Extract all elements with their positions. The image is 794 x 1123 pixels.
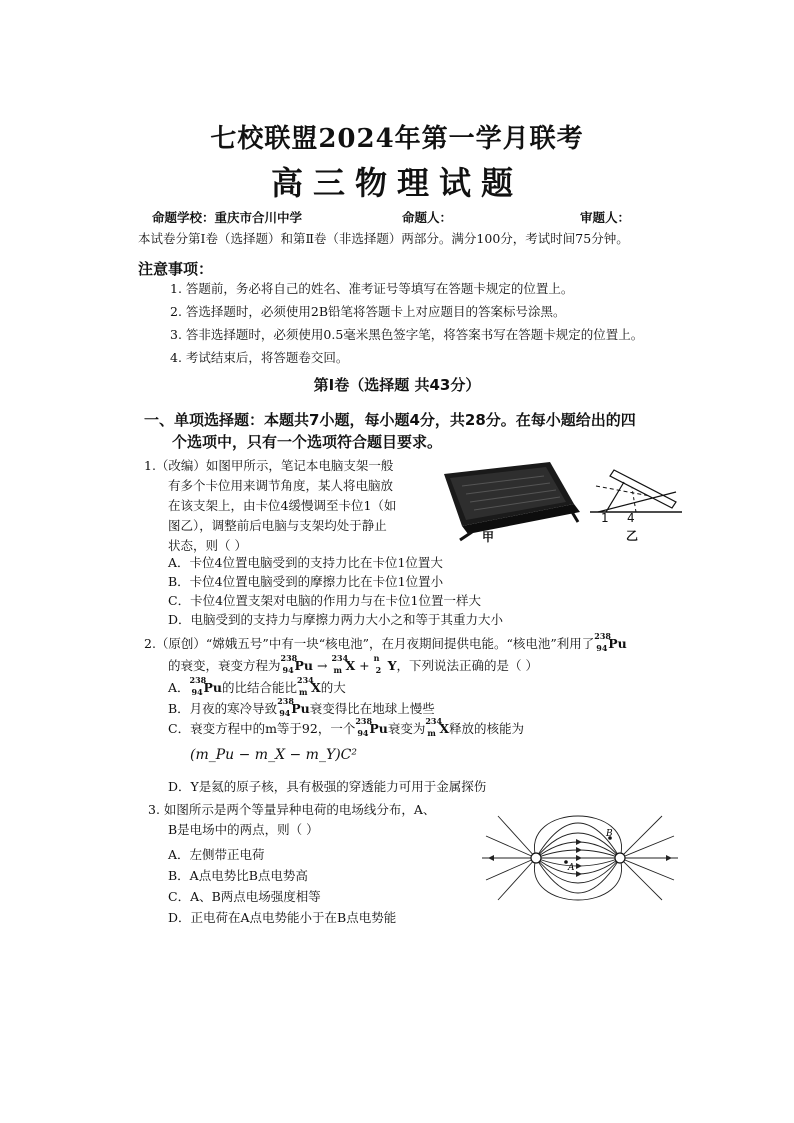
isotope-pu — [594, 631, 627, 653]
point-b-label: B — [606, 829, 613, 839]
q1-stem-line: 有多个卡位用来调节角度，某人将电脑放 — [168, 478, 394, 493]
q3-option-d: D．正电荷在A点电势能小于在B点电势能 — [168, 910, 397, 925]
isotope-pu — [277, 696, 310, 718]
isotope-pu — [189, 675, 223, 697]
reaction-arrow: → — [313, 658, 332, 673]
element-symbol: Pu — [203, 680, 223, 695]
q2-stem-line — [168, 653, 538, 675]
element-symbol: Pu — [291, 701, 310, 716]
q1-stem-line: 在该支架上，由卡位4缓慢调至卡位1（如 — [168, 498, 397, 513]
mass-number: 238 — [594, 631, 611, 641]
option-text: 释放的核能为 — [449, 721, 525, 736]
element-symbol: X — [439, 721, 450, 736]
option-text: B．月夜的寒冷导致 — [168, 701, 278, 716]
laptop-stand-figure — [432, 452, 582, 542]
note-item: 4. 考试结束后，将答题卷交回。 — [170, 350, 349, 365]
q1-option-b: B．卡位4位置电脑受到的摩擦力比在卡位1位置小 — [168, 574, 444, 589]
q3-stem-line: 3. 如图所示是两个等量异种电荷的电场线分布，A、 — [148, 802, 436, 817]
q2-option-c — [168, 716, 525, 738]
mass-number: 234 — [425, 716, 443, 726]
figure-label-jia: 甲 — [482, 530, 495, 544]
atomic-number: m — [299, 687, 308, 697]
mass-number: 238 — [280, 653, 298, 663]
atomic-number: 94 — [357, 728, 369, 738]
q3-option-b: B．A点电势比B点电势高 — [168, 868, 308, 883]
atomic-number: 94 — [191, 687, 203, 697]
mass-number: 234 — [331, 653, 349, 663]
exam-intro: 本试卷分第Ⅰ卷（选择题）和第Ⅱ卷（非选择题）两部分。满分100分，考试时间75分钟。 — [138, 231, 629, 246]
part-heading-cont: 个选项中，只有一个选项符合题目要求。 — [172, 433, 443, 451]
element-symbol: Pu — [608, 636, 627, 651]
q1-option-d: D．电脑受到的支持力与摩擦力两力大小之和等于其重力大小 — [168, 612, 504, 627]
q2-option-d: D．Y是氦的原子核，具有极强的穿透能力可用于金属探伤 — [168, 779, 487, 794]
atomic-number: 94 — [596, 643, 608, 653]
option-text: 衰变得比在地球上慢些 — [309, 701, 435, 716]
figure-label-yi: 乙 — [626, 529, 639, 543]
isotope-x — [331, 653, 356, 675]
atomic-number: m — [427, 728, 436, 738]
q1-stem-line: 1.（改编）如图甲所示，笔记本电脑支架一般 — [144, 458, 394, 473]
option-text: 衰变为 — [387, 721, 426, 736]
mass-number: 238 — [189, 675, 207, 685]
mass-number: 238 — [277, 696, 294, 706]
isotope-pu — [355, 716, 388, 738]
school-label: 命题学校：重庆市合川中学 — [152, 210, 303, 225]
q1-option-c: C．卡位4位置支架对电脑的作用力与在卡位1位置一样大 — [168, 593, 481, 608]
notes-heading: 注意事项： — [138, 260, 214, 278]
isotope-x — [425, 716, 450, 738]
isotope-x — [297, 675, 321, 697]
element-symbol: Pu — [369, 721, 388, 736]
q2-stem-text: 的衰变，衰变方程为 — [168, 658, 281, 673]
q1-option-a: A．卡位4位置电脑受到的支持力比在卡位1位置大 — [168, 555, 443, 570]
q2-stem-text: 2.（原创）“嫦娥五号”中有一块“核电池”，在月夜期间提供电能。“核电池”利用了 — [144, 636, 595, 651]
option-text: C．衰变方程中的m等于92，一个 — [168, 721, 356, 736]
q1-stem-line: 状态，则（ ） — [168, 538, 247, 553]
option-text: 的大 — [320, 680, 346, 695]
position-label-4: 4 — [627, 511, 635, 525]
note-item: 2. 答选择题时，必须使用2B铅笔将答题卡上对应题目的答案标号涂黑。 — [170, 304, 566, 319]
q2-stem-line — [144, 631, 627, 653]
q2-stem-text: ，下列说法正确的是（ ） — [396, 658, 538, 673]
q3-option-c: C．A、B两点电场强度相等 — [168, 889, 321, 904]
q2-option-b — [168, 696, 435, 718]
element-symbol: X — [345, 658, 356, 673]
atomic-number: 94 — [279, 708, 291, 718]
option-text: 的比结合能比 — [222, 680, 298, 695]
note-item: 3. 答非选择题时，必须使用0.5毫米黑色签字笔，将答案书写在答题卡规定的位置上。 — [170, 327, 644, 342]
q3-option-a: A．左侧带正电荷 — [168, 847, 265, 862]
author-label: 命题人： — [402, 210, 453, 225]
atomic-number: 2 — [375, 665, 382, 675]
isotope-y — [373, 653, 397, 675]
element-symbol: Pu — [294, 658, 314, 673]
exam-subtitle: 高三物理试题 — [270, 164, 523, 202]
reviewer-label: 审题人： — [580, 210, 631, 225]
mass-number: 238 — [355, 716, 373, 726]
option-label: A． — [168, 680, 190, 695]
position-label-1: 1 — [601, 511, 609, 525]
electric-field-lines-figure — [480, 802, 680, 914]
isotope-pu — [280, 653, 314, 675]
section-title: 第Ⅰ卷（选择题 共43分） — [313, 376, 481, 394]
energy-formula: (m_Pu − m_X − m_Y)C² — [190, 747, 357, 763]
point-a-label: A — [568, 863, 575, 873]
note-item: 1. 答题前，务必将自己的姓名、准考证号等填写在答题卡规定的位置上。 — [170, 281, 574, 296]
plus-sign: + — [355, 658, 374, 673]
exam-title: 七校联盟2024年第一学月联考 — [210, 124, 584, 154]
q3-stem-line: B是电场中的两点，则（ ） — [168, 822, 319, 837]
atomic-number: m — [333, 665, 342, 675]
mass-number: n — [373, 653, 380, 663]
mass-number: 234 — [297, 675, 314, 685]
q2-option-a — [168, 675, 346, 697]
part-heading: 一、单项选择题：本题共7小题，每小题4分，共28分。在每小题给出的四 — [144, 411, 636, 429]
element-symbol: Y — [387, 658, 397, 673]
q1-stem-line: 图乙），调整前后电脑与支架均处于静止 — [168, 518, 387, 533]
atomic-number: 94 — [282, 665, 294, 675]
element-symbol: X — [311, 680, 321, 695]
